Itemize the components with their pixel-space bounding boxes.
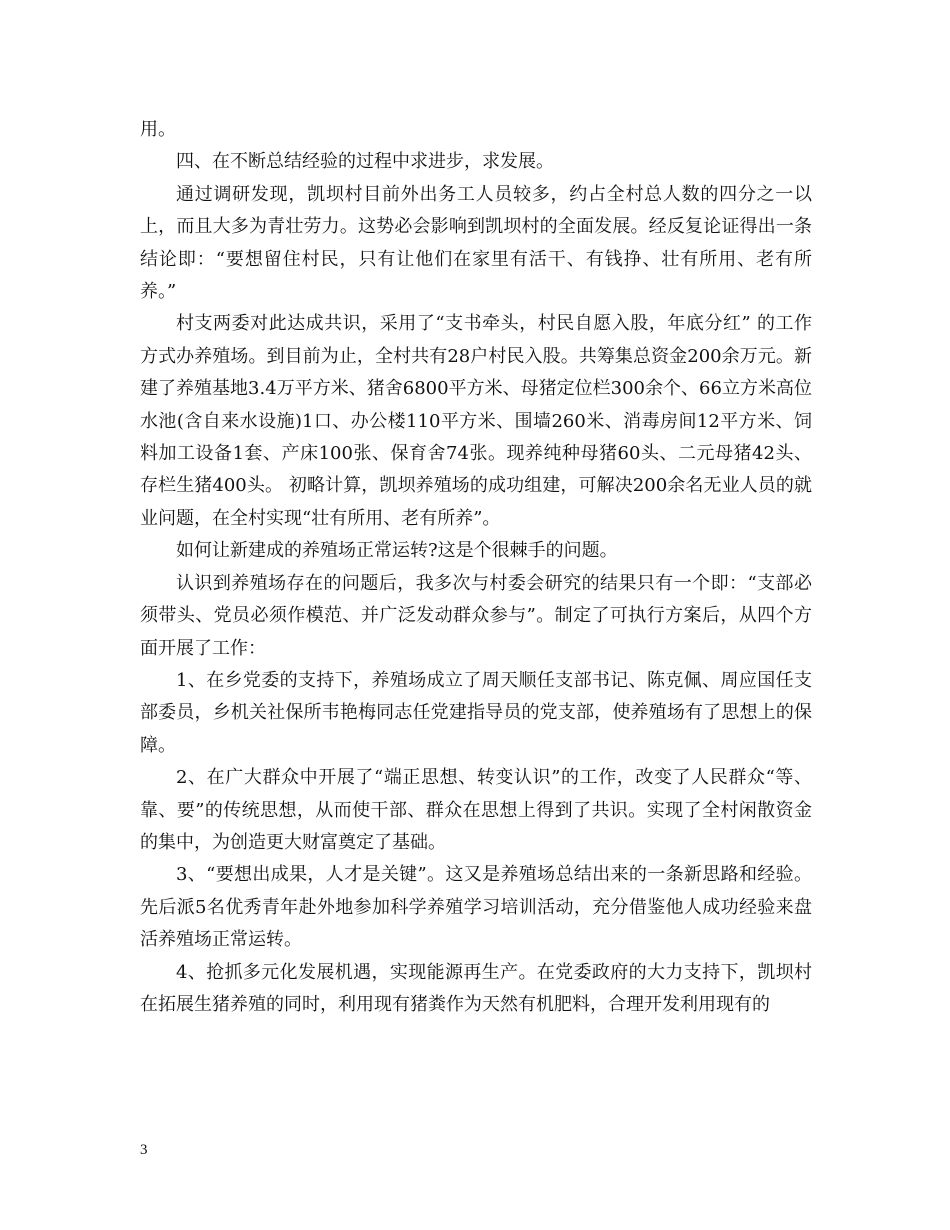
paragraph-3: 通过调研发现，凯坝村目前外出务工人员较多，约占全村总人数的四分之一以上，而且大多为青壮劳力。这势必会影响到凯坝村的全面发展。经反复论证得出一条结论即：“要想留住村民，只有让他们在家里有活干、有钱挣、壮有所用、老有所养。” — [140, 183, 812, 303]
body-text — [140, 114, 812, 1021]
paragraph-2-heading: 四、在不断总结经验的过程中求进步，求发展。 — [176, 151, 554, 173]
paragraph-7-item-1: 1、在乡党委的支持下，养殖场成立了周天顺任支部书记、陈克佩、周应国任支部委员，乡机关社保所韦艳梅同志任党建指导员的党支部，使养殖场有了思想上的保障。 — [140, 669, 812, 756]
paragraph-5: 如何让新建成的养殖场正常运转?这是个很棘手的问题。 — [176, 540, 618, 562]
paragraph-10-item-4: 4、抢抓多元化发展机遇，实现能源再生产。在党委政府的大力支持下，凯坝村在拓展生猪养殖的同时，利用现有猪粪作为天然有机肥料，合理开发利用现有的 — [140, 961, 812, 1015]
page-number: 3 — [140, 1142, 148, 1158]
paragraph-6: 认识到养殖场存在的问题后，我多次与村委会研究的结果只有一个即：“支部必须带头、党员必须作模范、并广泛发动群众参与”。制定了可执行方案后，从四个方面开展了工作： — [140, 572, 812, 659]
paragraph-8-item-2: 2、在广大群众中开展了“端正思想、转变认识”的工作，改变了人民群众“等、靠、要”的传统思想，从而使干部、群众在思想上得到了共识。实现了全村闲散资金的集中，为创造更大财富奠定了基础。 — [140, 767, 812, 853]
paragraph-1: 用。 — [140, 119, 176, 140]
paragraph-9-item-3: 3、“要想出成果，人才是关键”。这又是养殖场总结出来的一条新思路和经验。先后派5名优秀青年赴外地参加科学养殖学习培训活动，充分借鉴他人成功经验来盘活养殖场正常运转。 — [140, 864, 812, 951]
paragraph-4: 村支两委对此达成共识，采用了“支书牵头，村民自愿入股，年底分红” 的工作方式办养殖场。到目前为止，全村共有28户村民入股。共筹集总资金200余万元。新建了养殖基地3.4万平方米、猪舍6800平方米、母猪定位栏300余个、66立方米高位水池(含自来水设施)1口、办公楼110平方米、围墙260米、消毒房间12平方米、饲料加工设备1套、产床100张、保育舍74张。现养纯种母猪60头、二元母猪42头、存栏生猪400头。 初略计算，凯坝养殖场的成功组建，可解决200余名无业人员的就业问题，在全村实现“壮有所用、老有所养”。 — [140, 313, 812, 529]
